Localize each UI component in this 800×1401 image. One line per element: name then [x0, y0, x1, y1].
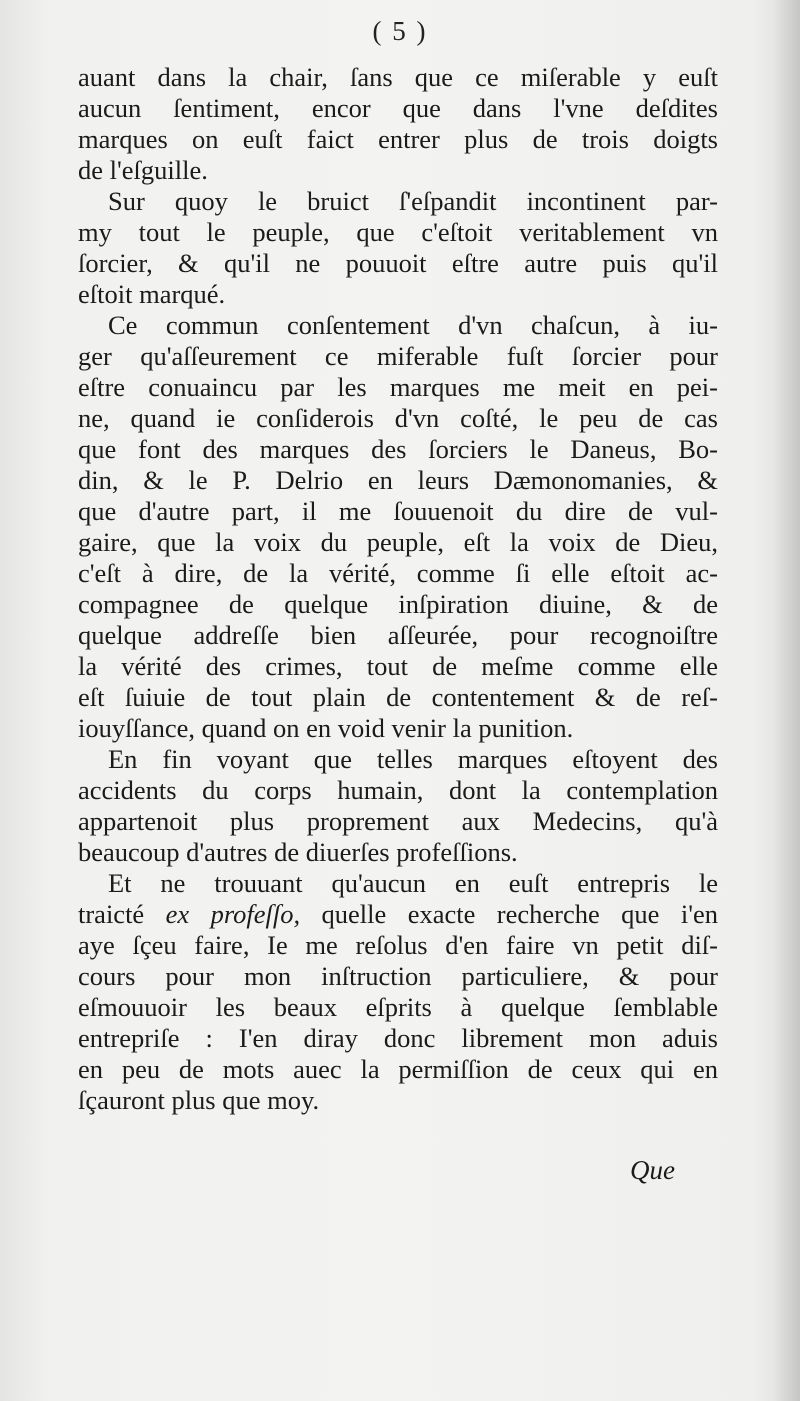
paragraph-1: [78, 62, 718, 186]
text-line: que font des marques des ſorciers le Daneus, Bo-: [78, 434, 718, 464]
text-line: Sur quoy le bruict ſ'eſpandit incontinent par-: [108, 186, 718, 216]
text-line: en peu de mots auec la permiſſion de ceux qui en: [78, 1054, 718, 1084]
text-line: auant dans la chair, ſans que ce miſerable y euſt: [78, 62, 718, 92]
paragraph-2: [78, 186, 718, 310]
text-line: my tout le peuple, que c'eſtoit veritablement vn: [78, 217, 718, 247]
text-line: aye ſçeu faire, Ie me reſolus d'en faire vn petit diſ-: [78, 930, 718, 960]
body-text: [78, 62, 718, 1116]
text-line: eſtre conuaincu par les marques me meit en pei-: [78, 372, 718, 402]
text-line: aucun ſentiment, encor que dans l'vne deſdites: [78, 93, 718, 123]
text-line: que d'autre part, il me ſouuenoit du dire de vul-: [78, 496, 718, 526]
text-line: accidents du corps humain, dont la contemplation: [78, 775, 718, 805]
text-line: traicté ex profeſſo, quelle exacte recherche que i'en: [78, 899, 719, 929]
text-line: gaire, que la voix du peuple, eſt la voix de Dieu,: [78, 527, 718, 557]
text-line: beaucoup d'autres de diuerſes profeſſions.: [78, 837, 518, 867]
text-line: Et ne trouuant qu'aucun en euſt entrepris le: [108, 868, 718, 898]
text-line: cours pour mon inſtruction particuliere, & pour: [78, 961, 718, 991]
text-line: c'eſt à dire, de la vérité, comme ſi elle eſtoit ac-: [78, 558, 718, 588]
text-line: iouyſſance, quand on en void venir la punition.: [78, 713, 574, 743]
text-line: eſtoit marqué.: [78, 279, 226, 309]
text-line: de l'eſguille.: [78, 155, 208, 185]
text-line: appartenoit plus proprement aux Medecins, qu'à: [78, 806, 718, 836]
italic-phrase: ex profeſſo,: [165, 899, 301, 929]
text-line: ſçauront plus que moy.: [78, 1085, 320, 1115]
paragraph-5: [78, 868, 718, 1116]
page-number: ( 5 ): [372, 16, 428, 46]
text-line: eſmouuoir les beaux eſprits à quelque ſemblable: [78, 992, 718, 1022]
page-edge-shadow: [774, 0, 800, 1401]
catchword: Que: [630, 1155, 675, 1185]
text-line: ſorcier, & qu'il ne pouuoit eſtre autre puis qu'il: [78, 248, 718, 278]
text-line: ger qu'aſſeurement ce miferable fuſt ſorcier pour: [78, 341, 718, 371]
text-line: En fin voyant que telles marques eſtoyent des: [108, 744, 718, 774]
text-line: marques on euſt faict entrer plus de trois doigts: [78, 124, 718, 154]
text-line: la vérité des crimes, tout de meſme comme elle: [78, 651, 718, 681]
text-line: compagnee de quelque inſpiration diuine, & de: [78, 589, 718, 619]
text-line: Ce commun conſentement d'vn chaſcun, à iu-: [108, 310, 718, 340]
text-line: ne, quand ie conſiderois d'vn coſté, le peu de cas: [78, 403, 718, 433]
paragraph-4: [78, 744, 718, 868]
paragraph-3: [78, 310, 718, 744]
text-line: eſt ſuiuie de tout plain de contentement & de reſ-: [78, 682, 718, 712]
text-line: din, & le P. Delrio en leurs Dæmonomanies, &: [78, 465, 718, 495]
text-line: quelque addreſſe bien aſſeurée, pour recognoiſtre: [78, 620, 718, 650]
text-line: entrepriſe : I'en diray donc librement mon aduis: [78, 1023, 718, 1053]
